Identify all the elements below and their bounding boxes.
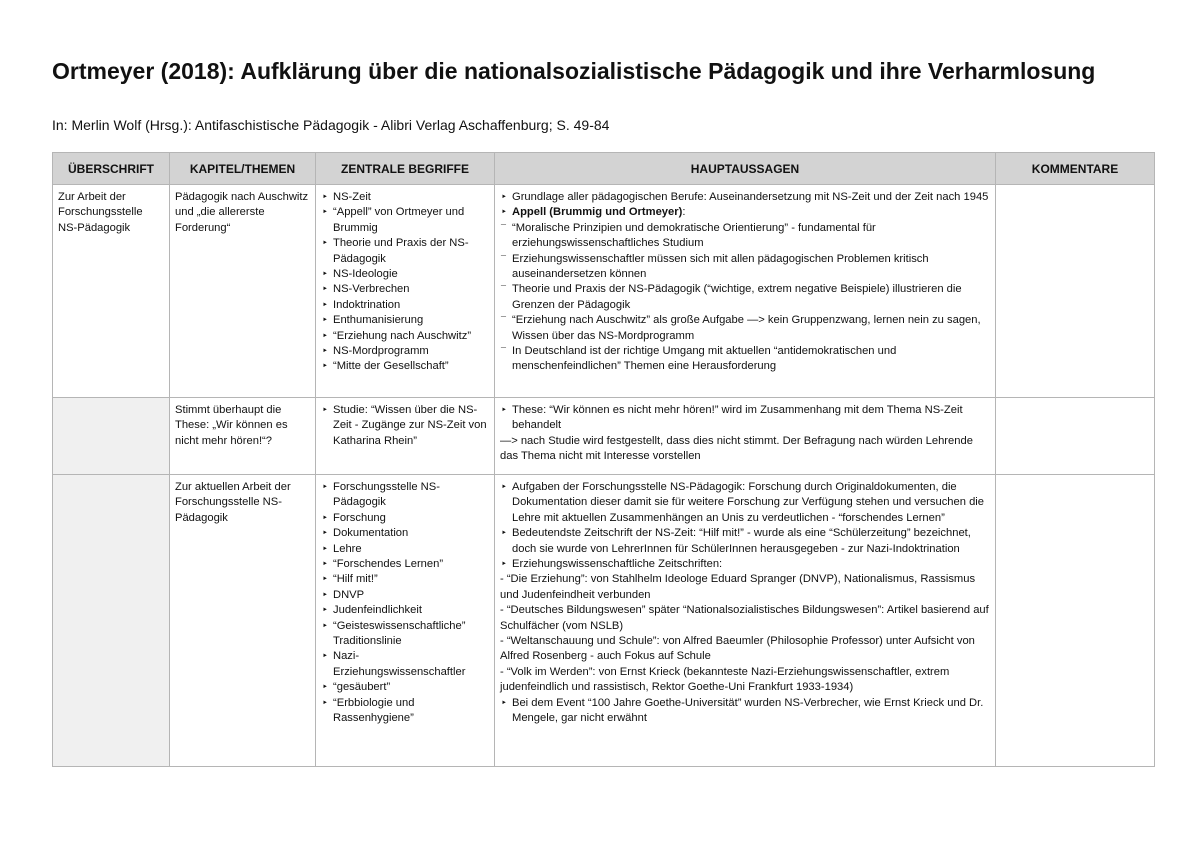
statement-line: ‣ Bei dem Event “100 Jahre Goethe-Universität” wurden NS-Verbrecher, wie Ernst Krieck und Dr. Mengele, gar nicht erwähnt bbox=[500, 696, 990, 727]
statement-line: - “Weltanschauung und Schule”: von Alfred Baeumler (Philosophie Professor) unter Aufsicht von Alfred Rosenberg - auch Fokus auf Schule bbox=[500, 635, 975, 663]
list-item: ‣ NS-Ideologie bbox=[321, 267, 489, 282]
statement-line: ¯ Theorie und Praxis der NS-Pädagogik (“wichtige, extrem negative Beispiele) illustrieren die Grenzen der Pädagogik bbox=[500, 282, 990, 313]
statement-line: ‣ Grundlage aller pädagogischen Berufe: Auseinandersetzung mit NS-Zeit und der Zeit nach 1945 bbox=[500, 190, 990, 205]
list-item: ‣ Lehre bbox=[321, 542, 489, 557]
cell-kapitel-themen: Zur aktuellen Arbeit der Forschungsstelle NS-Pädagogik bbox=[170, 475, 316, 767]
statement-heading-suffix: : bbox=[682, 206, 686, 219]
list-item: ‣ NS-Verbrechen bbox=[321, 282, 489, 297]
cell-zentrale-begriffe bbox=[316, 475, 495, 767]
statement-line: ‣ Bedeutendste Zeitschrift der NS-Zeit: “Hilf mit!” - wurde als eine “Schülerzeitung” bezeichnet, doch sie wurde von LehrerInnen für SchülerInnen herausgegeben - zur Nazi-Indoktrination bbox=[500, 526, 990, 557]
list-item: ‣ Studie: “Wissen über die NS-Zeit - Zugänge zur NS-Zeit von Katharina Rhein” bbox=[321, 403, 489, 449]
cell-zentrale-begriffe bbox=[316, 398, 495, 475]
statement-line: - “Volk im Werden”: von Ernst Krieck (bekannteste Nazi-Erziehungswissenschaftler, extrem judenfeindlich und rassistisch, Rektor Goethe-Uni Frankfurt 1933-1934) bbox=[500, 665, 950, 694]
statement-line: ¯ “Erziehung nach Auschwitz” als große Aufgabe —> kein Gruppenzwang, lernen nein zu sagen, Wissen über das NS-Mordprogramm bbox=[500, 313, 990, 344]
header-kommentare: KOMMENTARE bbox=[996, 153, 1155, 185]
statement-line: ‣ These: “Wir können es nicht mehr hören!” wird im Zusammenhang mit dem Thema NS-Zeit behandelt bbox=[500, 403, 990, 434]
statement-line: —> nach Studie wird festgestellt, dass dies nicht stimmt. Der Befragung nach würden Lehrende das Thema nicht mit Interesse vorstellen bbox=[500, 434, 973, 463]
list-item: ‣ Nazi-Erziehungswissenschaftler bbox=[321, 649, 489, 680]
list-item: ‣ DNVP bbox=[321, 588, 489, 603]
cell-ueberschrift bbox=[53, 398, 170, 475]
list-item: ‣ Forschung bbox=[321, 511, 489, 526]
list-item: ‣ Indoktrination bbox=[321, 298, 489, 313]
cell-ueberschrift bbox=[53, 475, 170, 767]
list-item: ‣ NS-Zeit bbox=[321, 190, 489, 205]
cell-zentrale-begriffe bbox=[316, 185, 495, 398]
header-kapitel-themen: KAPITEL/THEMEN bbox=[170, 153, 316, 185]
statement-line: ¯ Erziehungswissenschaftler müssen sich mit allen pädagogischen Problemen kritisch auseinandersetzen können bbox=[500, 252, 990, 283]
document-subtitle: In: Merlin Wolf (Hrsg.): Antifaschistische Pädagogik - Alibri Verlag Aschaffenburg; S. 49-84 bbox=[52, 117, 610, 133]
list-item: ‣ “gesäubert” bbox=[321, 680, 489, 695]
cell-hauptaussagen bbox=[495, 475, 996, 767]
header-zentrale-begriffe: ZENTRALE BEGRIFFE bbox=[316, 153, 495, 185]
list-item: ‣ “Mitte der Gesellschaft” bbox=[321, 359, 489, 374]
begriffe-list bbox=[321, 190, 489, 375]
statement-line bbox=[500, 205, 990, 220]
list-item: ‣ Forschungsstelle NS-Pädagogik bbox=[321, 480, 489, 511]
cell-hauptaussagen bbox=[495, 185, 996, 398]
list-item: ‣ NS-Mordprogramm bbox=[321, 344, 489, 359]
cell-hauptaussagen bbox=[495, 398, 996, 475]
list-item: ‣ “Geisteswissenschaftliche” Traditionslinie bbox=[321, 619, 489, 650]
table-header-row bbox=[53, 153, 1155, 185]
cell-kommentare bbox=[996, 185, 1155, 398]
cell-kommentare bbox=[996, 475, 1155, 767]
begriffe-list bbox=[321, 480, 489, 727]
statement-line: - “Die Erziehung”: von Stahlhelm Ideologe Eduard Spranger (DNVP), Nationalismus, Rassismus und Judenfeindheit verbunden bbox=[500, 573, 976, 601]
summary-table bbox=[52, 152, 1155, 767]
cell-ueberschrift: Zur Arbeit der Forschungsstelle NS-Pädagogik bbox=[53, 185, 170, 398]
list-item: ‣ “Erziehung nach Auschwitz” bbox=[321, 329, 489, 344]
table-row bbox=[53, 185, 1155, 398]
list-item: ‣ “Appell” von Ortmeyer und Brummig bbox=[321, 205, 489, 236]
statement-line: ¯ “Moralische Prinzipien und demokratische Orientierung” - fundamental für erziehungswissenschaftliches Studium bbox=[500, 221, 990, 252]
header-hauptaussagen: HAUPTAUSSAGEN bbox=[495, 153, 996, 185]
document-title: Ortmeyer (2018): Aufklärung über die nationalsozialistische Pädagogik und ihre Verharmlosung bbox=[52, 58, 1096, 84]
cell-kapitel-themen: Stimmt überhaupt die These: „Wir können es nicht mehr hören!“? bbox=[170, 398, 316, 475]
begriffe-list bbox=[321, 403, 489, 449]
list-item: ‣ Theorie und Praxis der NS-Pädagogik bbox=[321, 236, 489, 267]
list-item: ‣ Enthumanisierung bbox=[321, 313, 489, 328]
statement-line: ‣ Aufgaben der Forschungsstelle NS-Pädagogik: Forschung durch Originaldokumenten, die Dokumentation dieser damit sie für weitere Forschung zur Verfügung stehen und versuchen die Lehre mit aktuellen Zusammenhängen an Unis zu verdeutlichen - “forschendes Lernen” bbox=[500, 480, 990, 526]
statement-heading: Appell (Brummig und Ortmeyer) bbox=[512, 206, 683, 219]
cell-kommentare bbox=[996, 398, 1155, 475]
table-row bbox=[53, 398, 1155, 475]
statement-line: ¯ In Deutschland ist der richtige Umgang mit aktuellen “antidemokratischen und menschenfeindlichen” Themen eine Herausforderung bbox=[500, 344, 990, 375]
statement-line: ‣ Erziehungswissenschaftliche Zeitschriften: bbox=[500, 557, 990, 572]
table-row bbox=[53, 475, 1155, 767]
list-item: ‣ Dokumentation bbox=[321, 526, 489, 541]
statement-line: - “Deutsches Bildungswesen” später “Nationalsozialistisches Bildungswesen”: Artikel basierend auf Schulfächer (vom NSLB) bbox=[500, 604, 989, 632]
list-item: ‣ “Hilf mit!” bbox=[321, 572, 489, 587]
list-item: ‣ “Forschendes Lernen” bbox=[321, 557, 489, 572]
list-item: ‣ “Erbbiologie und Rassenhygiene” bbox=[321, 696, 489, 727]
list-item: ‣ Judenfeindlichkeit bbox=[321, 603, 489, 618]
header-ueberschrift: ÜBERSCHRIFT bbox=[53, 153, 170, 185]
cell-kapitel-themen: Pädagogik nach Auschwitz und „die allererste Forderung“ bbox=[170, 185, 316, 398]
